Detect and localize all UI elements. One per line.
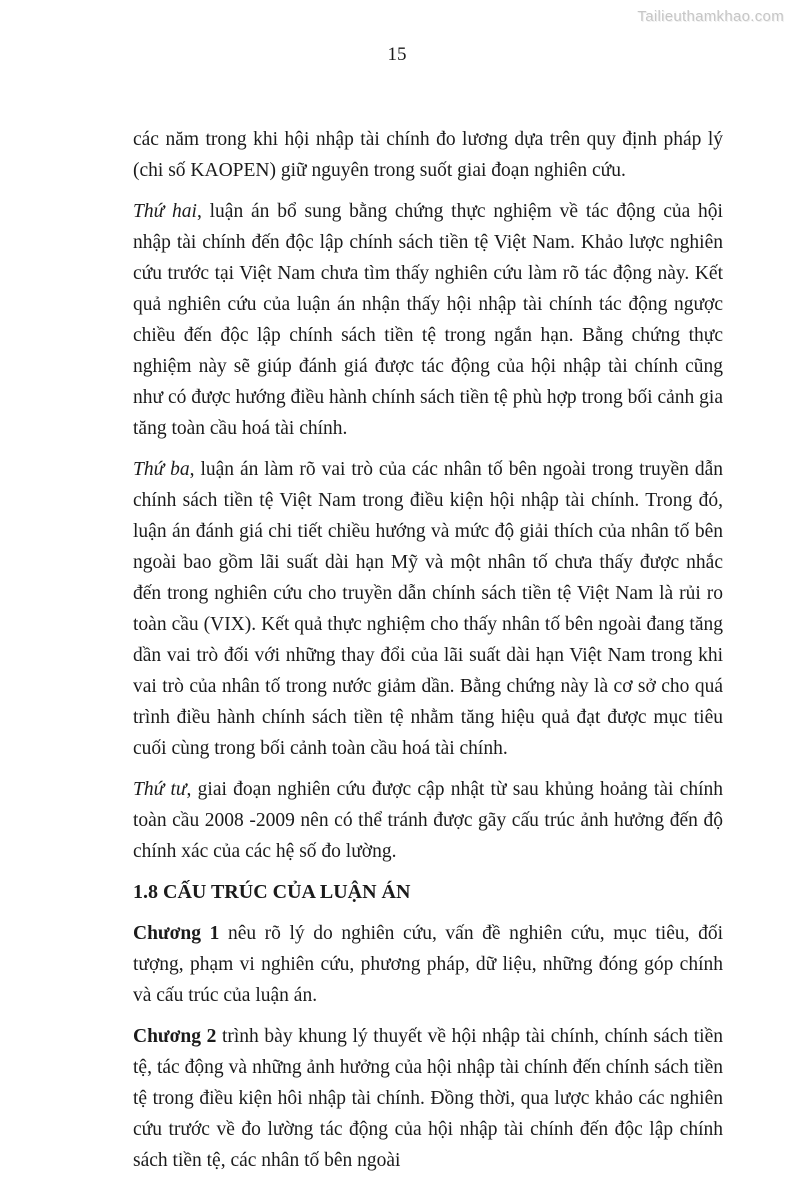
- section-heading: 1.8 CẤU TRÚC CỦA LUẬN ÁN: [133, 881, 411, 903]
- paragraph-text: trình bày khung lý thuyết về hội nhập tài chính, chính sách tiền tệ, tác động và những ảnh hưởng của hội nhập tài chính đến chính sách tiền tệ trong điều kiện hôi nhập tài chính. Đồng thời, qua lược khảo các nghiên cứu trước về đo lường tác động của hội nhập tài chính đến độc lập chính sách tiền tệ, các nhân tố bên ngoài: [133, 1026, 723, 1171]
- paragraph-text: nêu rõ lý do nghiên cứu, vấn đề nghiên cứu, mục tiêu, đối tượng, phạm vi nghiên cứu, phương pháp, dữ liệu, những đóng góp chính và cấu trúc của luận án.: [133, 923, 723, 1006]
- paragraph-3: [133, 454, 723, 764]
- paragraph-1: [133, 124, 723, 186]
- document-body: [133, 124, 723, 1186]
- paragraph-lead-italic: Thứ tư: [133, 779, 187, 800]
- paragraph-5: [133, 918, 723, 1011]
- paragraph-6: [133, 1021, 723, 1176]
- paragraph-text: các năm trong khi hội nhập tài chính đo lương dựa trên quy định pháp lý (chi số KAOPEN) giữ nguyên trong suốt giai đoạn nghiên cứu.: [133, 129, 723, 181]
- watermark: Tailieuthamkhao.com: [637, 8, 784, 25]
- paragraph-text: , giai đoạn nghiên cứu được cập nhật từ sau khủng hoảng tài chính toàn cầu 2008 -2009 nên có thể tránh được gãy cấu trúc ảnh hưởng đến độ chính xác của các hệ số đo lường.: [133, 779, 723, 862]
- paragraph-lead-italic: Thứ ba: [133, 459, 190, 480]
- paragraph-4: [133, 774, 723, 867]
- paragraph-2: [133, 196, 723, 444]
- paragraph-text: , luận án bổ sung bằng chứng thực nghiệm về tác động của hội nhập tài chính đến độc lập chính sách tiền tệ Việt Nam. Khảo lược nghiên cứu trước tại Việt Nam chưa tìm thấy nghiên cứu làm rõ tác động này. Kết quả nghiên cứu của luận án nhận thấy hội nhập tài chính tác động ngược chiều đến độc lập chính sách tiền tệ trong ngắn hạn. Bằng chứng thực nghiệm này sẽ giúp đánh giá được tác động của hội nhập tài chính cũng như có được hướng điều hành chính sách tiền tệ phù hợp trong bối cảnh gia tăng toàn cầu hoá tài chính.: [133, 201, 723, 439]
- page-number: 15: [387, 44, 407, 65]
- paragraph-lead-bold: Chương 2: [133, 1026, 217, 1047]
- paragraph-text: , luận án làm rõ vai trò của các nhân tố bên ngoài trong truyền dẫn chính sách tiền tệ Việt Nam trong điều kiện hội nhập tài chính. Trong đó, luận án đánh giá chi tiết chiều hướng và mức độ giải thích của nhân tố bên ngoài bao gồm lãi suất dài hạn Mỹ và một nhân tố chưa thấy được nhắc đến trong nghiên cứu cho truyền dẫn chính sách tiền tệ Việt Nam là rủi ro toàn cầu (VIX). Kết quả thực nghiệm cho thấy nhân tố bên ngoài đang tăng dần vai trò đối với những thay đổi của lãi suất dài hạn Việt Nam trong khi vai trò của nhân tố trong nước giảm dần. Bằng chứng này là cơ sở cho quá trình điều hành chính sách tiền tệ nhằm tăng hiệu quả đạt được mục tiêu cuối cùng trong bối cảnh toàn cầu hoá tài chính.: [133, 459, 723, 759]
- paragraph-lead-italic: Thứ hai: [133, 201, 197, 222]
- paragraph-lead-bold: Chương 1: [133, 923, 220, 944]
